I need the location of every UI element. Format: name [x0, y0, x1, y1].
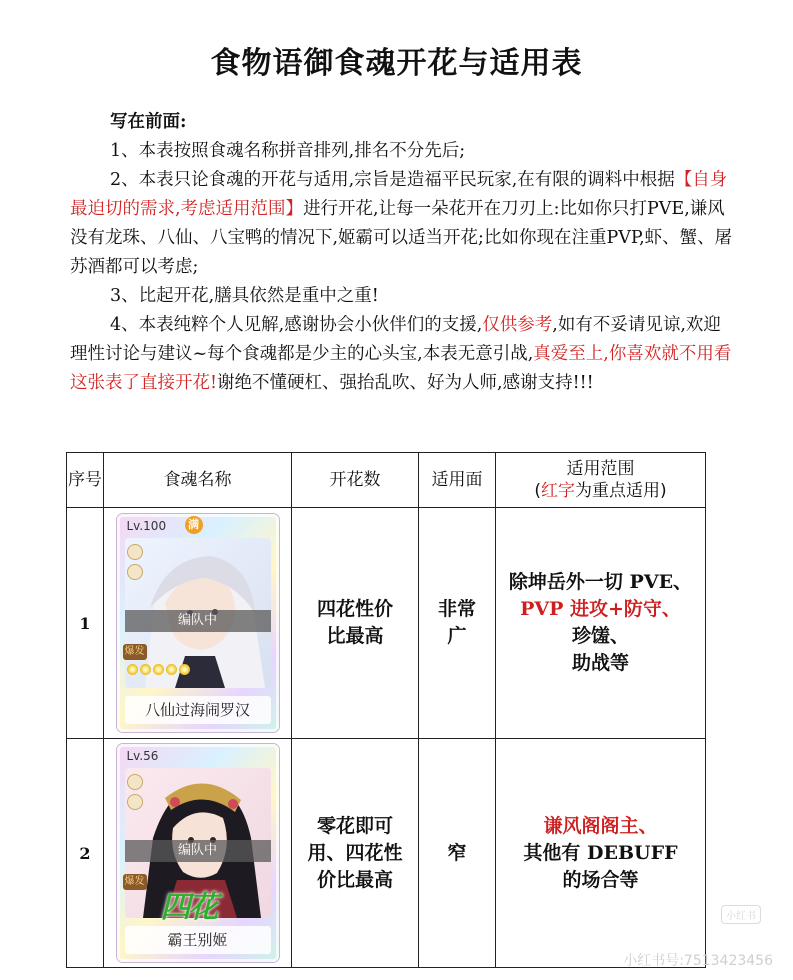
table-row — [67, 508, 706, 739]
character-name: 霸王别姬 — [125, 926, 271, 954]
burst-tag: 爆发 — [123, 644, 147, 660]
intro-section — [70, 108, 735, 398]
intro-heading: 写在前面: — [110, 112, 187, 132]
intro-item-4-text-b: ,如有不妥请见谅,欢迎理性讨论与建议~每个食魂都是少主的心头宝,本表无意引战, — [70, 315, 721, 364]
header-range — [496, 453, 706, 508]
face-line: 广 — [447, 625, 467, 647]
range-cell — [496, 739, 706, 968]
character-card[interactable] — [117, 514, 279, 732]
range-line: 除坤岳外一切 PVE、 — [508, 571, 693, 593]
flower-icon — [127, 664, 138, 675]
card-side-icon — [127, 564, 143, 580]
max-badge: 满 — [185, 516, 203, 534]
card-cell — [104, 508, 292, 739]
intro-item-2-text-a: 2、本表只论食魂的开花与适用,宗旨是造福平民玩家,在有限的调料中根据 — [110, 170, 675, 190]
row-number: 2 — [67, 739, 104, 968]
in-team-label: 编队中 — [125, 610, 271, 632]
range-line-highlight: PVP 进攻+防守、 — [520, 598, 681, 620]
table-row — [67, 739, 706, 968]
level-label: Lv.56 — [126, 749, 159, 763]
flower-icon — [140, 664, 151, 675]
intro-item-2 — [70, 166, 735, 282]
row-number: 1 — [67, 508, 104, 739]
intro-item-2-text-b: 进行开花,让每一朵花开在刀刃上:比如你只打PVE,谦风没有龙珠、八仙、八宝鸭的情况下,姬霸可以适当开花;比如你现在注重PVP,虾、蟹、屠苏酒都可以考虑; — [70, 199, 733, 277]
range-cell — [496, 508, 706, 739]
intro-item-4-text-c: 谢绝不懂硬杠、强抬乱吹、好为人师,感谢支持!!! — [217, 373, 594, 393]
intro-item-4-highlight-1: 仅供参考 — [482, 315, 553, 335]
burst-tag: 爆发 — [123, 874, 147, 890]
page-title: 食物语御食魂开花与适用表 — [210, 46, 583, 81]
intro-item-4 — [70, 311, 735, 398]
bloom-line: 用、四花性 — [307, 841, 403, 864]
in-team-label: 编队中 — [125, 840, 271, 862]
card-side-icon — [127, 774, 143, 790]
bloom-table — [66, 452, 706, 968]
bloom-line: 零花即可 — [316, 814, 393, 837]
level-label: Lv.100 — [126, 519, 167, 533]
flower-icon — [153, 664, 164, 675]
range-line: 其他有 DEBUFF — [523, 841, 678, 864]
header-no: 序号 — [67, 453, 104, 508]
face-cell — [419, 508, 496, 739]
bloom-line: 比最高 — [326, 625, 384, 647]
range-line: 助战等 — [571, 652, 629, 674]
table-header-row — [67, 453, 706, 508]
flower-icon — [179, 664, 190, 675]
bloom-cell — [292, 508, 419, 739]
intro-item-1: 1、本表按照食魂名称拼音排列,排名不分先后; — [110, 141, 466, 161]
range-line: 珍馐、 — [571, 625, 629, 647]
character-card[interactable] — [117, 744, 279, 962]
intro-item-4-text-a: 4、本表纯粹个人见解,感谢协会小伙伴们的支援, — [110, 315, 483, 335]
watermark-id: 小红书号:7513423456 — [623, 953, 773, 969]
header-range-red-text: 红字 — [541, 481, 575, 501]
four-bloom-handwritten-mark: 四花 — [160, 890, 217, 925]
watermark-logo: 小红书 — [721, 905, 761, 924]
card-cell — [104, 739, 292, 968]
bloom-line: 四花性价 — [316, 598, 393, 620]
header-bloom: 开花数 — [292, 453, 419, 508]
face-line: 窄 — [447, 841, 467, 864]
range-line-highlight: 谦风阁阁主、 — [543, 814, 658, 837]
header-face: 适用面 — [419, 453, 496, 508]
intro-item-2-highlight: 【自身最迫切的需求,考虑适用范围】 — [70, 170, 728, 219]
intro-item-4-highlight-2: 真爱至上,你喜欢就不用看这张表了直接开花! — [70, 344, 732, 393]
card-side-icon — [127, 794, 143, 810]
header-range-line2 — [496, 480, 705, 502]
bloom-flowers-icon — [127, 664, 190, 675]
range-line: 的场合等 — [562, 868, 639, 891]
face-line: 非常 — [437, 598, 476, 620]
header-range-paren-rest: 为重点适用) — [575, 481, 667, 501]
header-range-line1: 适用范围 — [566, 459, 635, 479]
card-side-icon — [127, 544, 143, 560]
bloom-line: 价比最高 — [316, 868, 393, 891]
character-name: 八仙过海闹罗汉 — [125, 696, 271, 724]
intro-item-3: 3、比起开花,膳具依然是重中之重! — [110, 286, 379, 306]
face-cell — [419, 739, 496, 968]
bloom-cell — [292, 739, 419, 968]
header-name: 食魂名称 — [104, 453, 292, 508]
flower-icon — [166, 664, 177, 675]
header-range-paren-open: ( — [534, 481, 541, 501]
